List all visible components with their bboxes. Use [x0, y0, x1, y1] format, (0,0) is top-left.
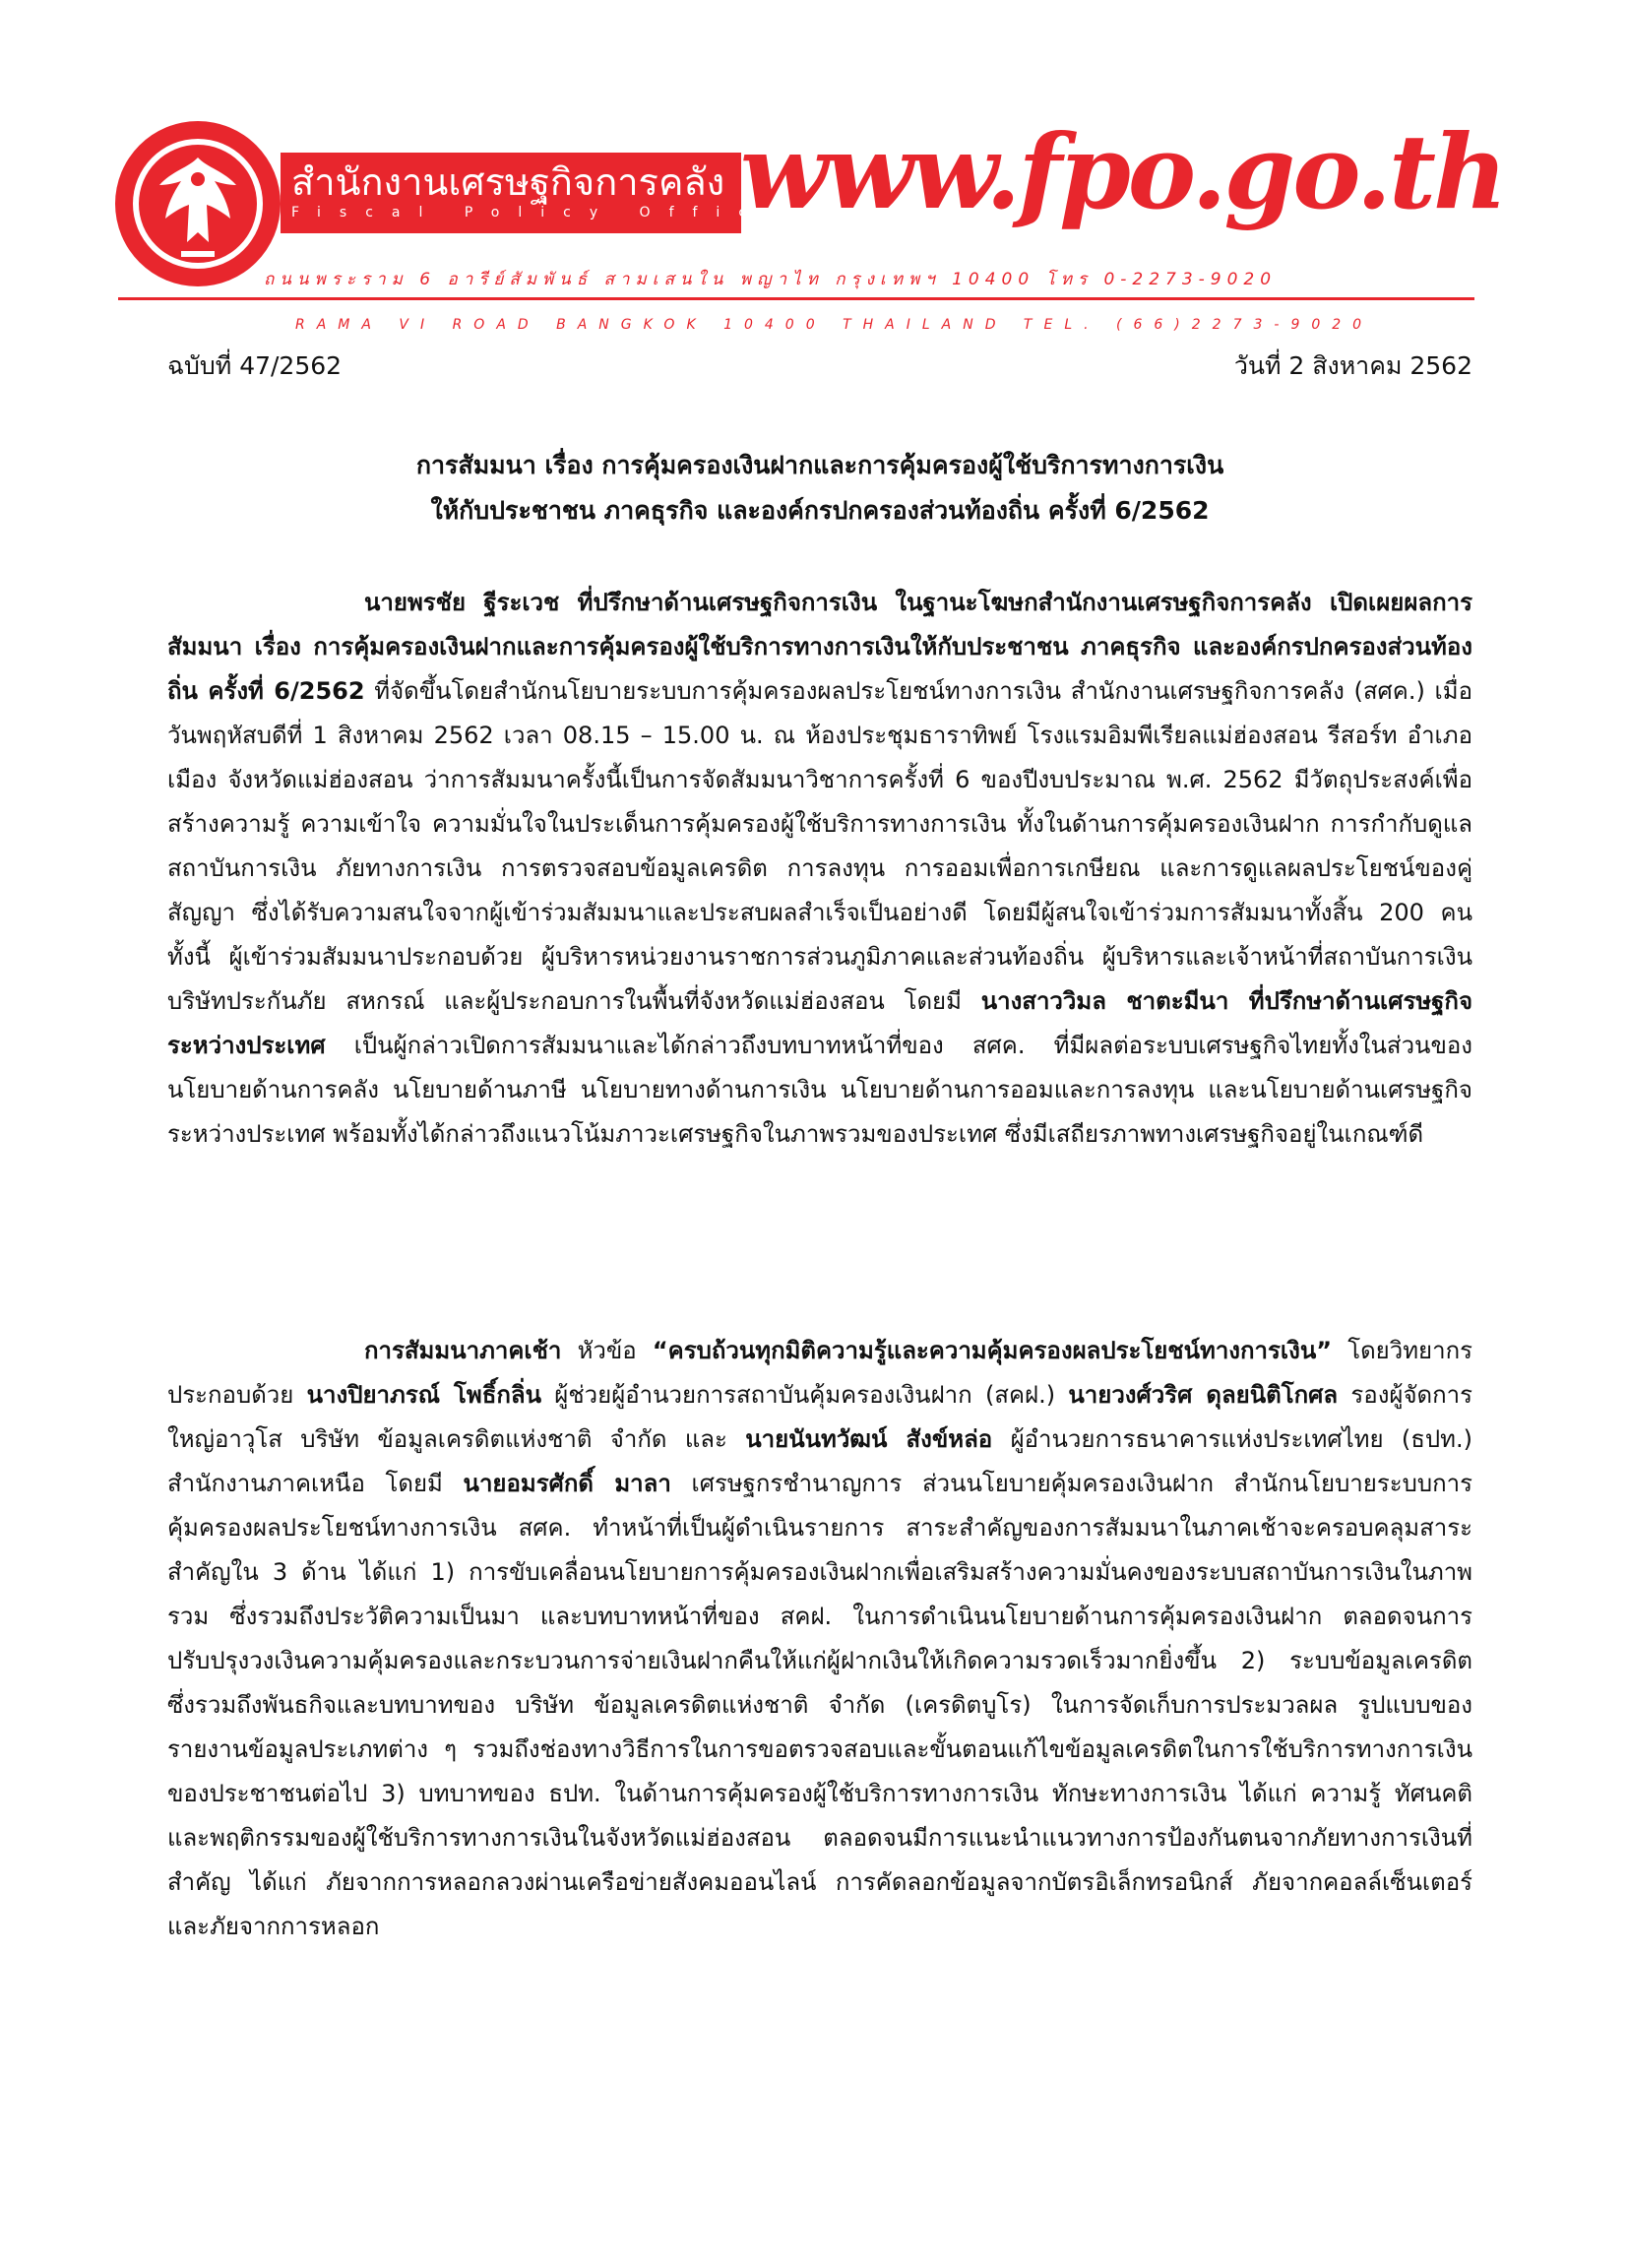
- speaker-2: นายวงศ์วริศ ดุลยนิติโกศล: [1068, 1381, 1339, 1409]
- p2-text-3: ผู้ช่วยผู้อำนวยการสถาบันคุ้มครองเงินฝาก (สคฝ.): [541, 1381, 1069, 1409]
- paragraph-1: [167, 581, 1472, 1157]
- header-divider: [118, 297, 1474, 300]
- p1-text-2: เป็นผู้กล่าวเปิดการสัมมนาและได้กล่าวถึงบทบาทหน้าที่ของ สศค. ที่มีผลต่อระบบเศรษฐกิจไทยทั้งในส่วนของนโยบายด้านการคลัง นโยบายด้านภาษี นโยบายทางด้านการเงิน นโยบายด้านการออมและการลงทุน และนโยบายด้านเศรษฐกิจระหว่างประเทศ พร้อมทั้งได้กล่าวถึงแนวโน้มภาวะเศรษฐกิจในภาพรวมของประเทศ ซึ่งมีเสถียรภาพทางเศรษฐกิจอยู่ในเกณฑ์ดี: [167, 1032, 1472, 1148]
- speaker-3: นายนันทวัฒน์ สังข์หล่อ: [745, 1425, 993, 1453]
- website-url[interactable]: www.fpo.go.th: [740, 111, 1505, 232]
- document-title: [167, 443, 1472, 534]
- p1-text-1: ที่จัดขึ้นโดยสำนักนโยบายระบบการคุ้มครองผลประโยชน์ทางการเงิน สำนักงานเศรษฐกิจการคลัง (สศค.) เมื่อวันพฤหัสบดีที่ 1 สิงหาคม 2562 เวลา 08.15 – 15.00 น. ณ ห้องประชุมธาราทิพย์ โรงแรมอิมพีเรียลแม่ฮ่องสอน รีสอร์ท อำเภอเมือง จังหวัดแม่ฮ่องสอน ว่าการสัมมนาครั้งนี้เป็นการจัดสัมมนาวิชาการครั้งที่ 6 ของปีงบประมาณ พ.ศ. 2562 มีวัตถุประสงค์เพื่อสร้างความรู้ ความเข้าใจ ความมั่นใจในประเด็นการคุ้มครองผู้ใช้บริการทางการเงิน ทั้งในด้านการคุ้มครองเงินฝาก การกำกับดูแลสถาบันการเงิน ภัยทางการเงิน การตรวจสอบข้อมูลเครดิต การลงทุน การออมเพื่อการเกษียณ และการดูแลผลประโยชน์ของคู่สัญญา ซึ่งได้รับความสนใจจากผู้เข้าร่วมสัมมนาและประสบผลสำเร็จเป็นอย่างดี โดยมีผู้สนใจเข้าร่วมการสัมมนาทั้งสิ้น 200 คน ทั้งนี้ ผู้เข้าร่วมสัมมนาประกอบด้วย ผู้บริหารหน่วยงานราชการส่วนภูมิภาคและส่วนท้องถิ่น ผู้บริหารและเจ้าหน้าที่สถาบันการเงิน บริษัทประกันภัย สหกรณ์ และผู้ประกอบการในพื้นที่จังหวัดแม่ฮ่องสอน โดยมี: [167, 677, 1472, 1015]
- address-thai: ถนนพระราม 6 อารีย์สัมพันธ์ สามเสนใน พญาไท กรุงเทพฯ 10400 โทร 0-2273-9020: [264, 270, 1278, 289]
- title-line-2: ให้กับประชาชน ภาคธุรกิจ และองค์กรปกครองส่วนท้องถิ่น ครั้งที่ 6/2562: [430, 496, 1210, 525]
- address-english: RAMA VI ROAD BANGKOK 10400 THAILAND TEL. (66)2273-9020: [295, 317, 1374, 333]
- p2-text-4: รองผู้จัดการใหญ่อาวุโส บริษัท ข้อมูลเครดิตแห่งชาติ จำกัด และ: [167, 1381, 1473, 1453]
- title-line-1: การสัมมนา เรื่อง การคุ้มครองเงินฝากและการคุ้มครองผู้ใช้บริการทางการเงิน: [415, 451, 1224, 479]
- morning-session-topic: “ครบถ้วนทุกมิติความรู้และความคุ้มครองผลประโยชน์ทางการเงิน”: [652, 1337, 1333, 1364]
- p2-text-2: โดยวิทยากรประกอบด้วย: [167, 1337, 1472, 1409]
- paragraph-2: [167, 1329, 1472, 1949]
- opening-speaker: นางสาววิมล ชาตะมีนา ที่ปรึกษาด้านเศรษฐกิจระหว่างประเทศ: [167, 987, 1473, 1059]
- p2-text-5: ผู้อำนวยการธนาคารแห่งประเทศไทย (ธปท.) สำนักงานภาคเหนือ โดยมี: [167, 1425, 1472, 1497]
- speaker-intro: นายพรชัย ฐีระเวช ที่ปรึกษาด้านเศรษฐกิจการเงิน ในฐานะโฆษกสำนักงานเศรษฐกิจการคลัง เปิดเผยผลการสัมมนา เรื่อง การคุ้มครองเงินฝากและการคุ้มครองผู้ใช้บริการทางการเงินให้กับประชาชน ภาคธุรกิจ และองค์กรปกครองส่วนท้องถิ่น ครั้งที่ 6/2562: [167, 589, 1472, 705]
- moderator: นายอมรศักดิ์ มาลา: [463, 1470, 671, 1497]
- p2-text-1: หัวข้อ: [561, 1337, 653, 1364]
- issue-date: วันที่ 2 สิงหาคม 2562: [1233, 351, 1472, 380]
- p2-text-6: เศรษฐกรชำนาญการ ส่วนนโยบายคุ้มครองเงินฝาก สำนักนโยบายระบบการคุ้มครองผลประโยชน์ทางการเงิน สศค. ทำหน้าที่เป็นผู้ดำเนินรายการ สาระสำคัญของการสัมมนาในภาคเช้าจะครอบคลุมสาระสำคัญใน 3 ด้าน ได้แก่ 1) การขับเคลื่อนนโยบายการคุ้มครองเงินฝากเพื่อเสริมสร้างความมั่นคงของระบบสถาบันการเงินในภาพรวม ซึ่งรวมถึงประวัติความเป็นมา และบทบาทหน้าที่ของ สคฝ. ในการดำเนินนโยบายด้านการคุ้มครองเงินฝาก ตลอดจนการปรับปรุงวงเงินความคุ้มครองและกระบวนการจ่ายเงินฝากคืนให้แก่ผู้ฝากเงินให้เกิดความรวดเร็วมากยิ่งขึ้น 2) ระบบข้อมูลเครดิต ซึ่งรวมถึงพันธกิจและบทบาทของ บริษัท ข้อมูลเครดิตแห่งชาติ จำกัด (เครดิตบูโร) ในการจัดเก็บการประมวลผล รูปแบบของรายงานข้อมูลประเภทต่าง ๆ รวมถึงช่องทางวิธีการในการขอตรวจสอบและขั้นตอนแก้ไขข้อมูลเครดิตในการใช้บริการทางการเงินของประชาชนต่อไป 3) บทบาทของ ธปท. ในด้านการคุ้มครองผู้ใช้บริการทางการเงิน ทักษะทางการเงิน ได้แก่ ความรู้ ทัศนคติ และพฤติกรรมของผู้ใช้บริการทางการเงินในจังหวัดแม่ฮ่องสอน ตลอดจนมีการแนะนำแนวทางการป้องกันตนจากภัยทางการเงินที่สำคัญ ได้แก่ ภัยจากการหลอกลวงผ่านเครือข่ายสังคมออนไลน์ การคัดลอกข้อมูลจากบัตรอิเล็กทรอนิกส์ ภัยจากคอลล์เซ็นเตอร์ และภัยจากการหลอก: [167, 1470, 1472, 1940]
- morning-session-label: การสัมมนาภาคเช้า: [364, 1337, 562, 1364]
- org-name-english: Fiscal Policy Office: [291, 205, 792, 220]
- org-name-thai: สำนักงานเศรษฐกิจการคลัง: [291, 160, 725, 204]
- issue-number: ฉบับที่ 47/2562: [167, 351, 343, 380]
- fpo-seal-logo: [110, 116, 285, 291]
- speaker-1: นางปิยาภรณ์ โพธิ์กลิ่น: [306, 1381, 542, 1409]
